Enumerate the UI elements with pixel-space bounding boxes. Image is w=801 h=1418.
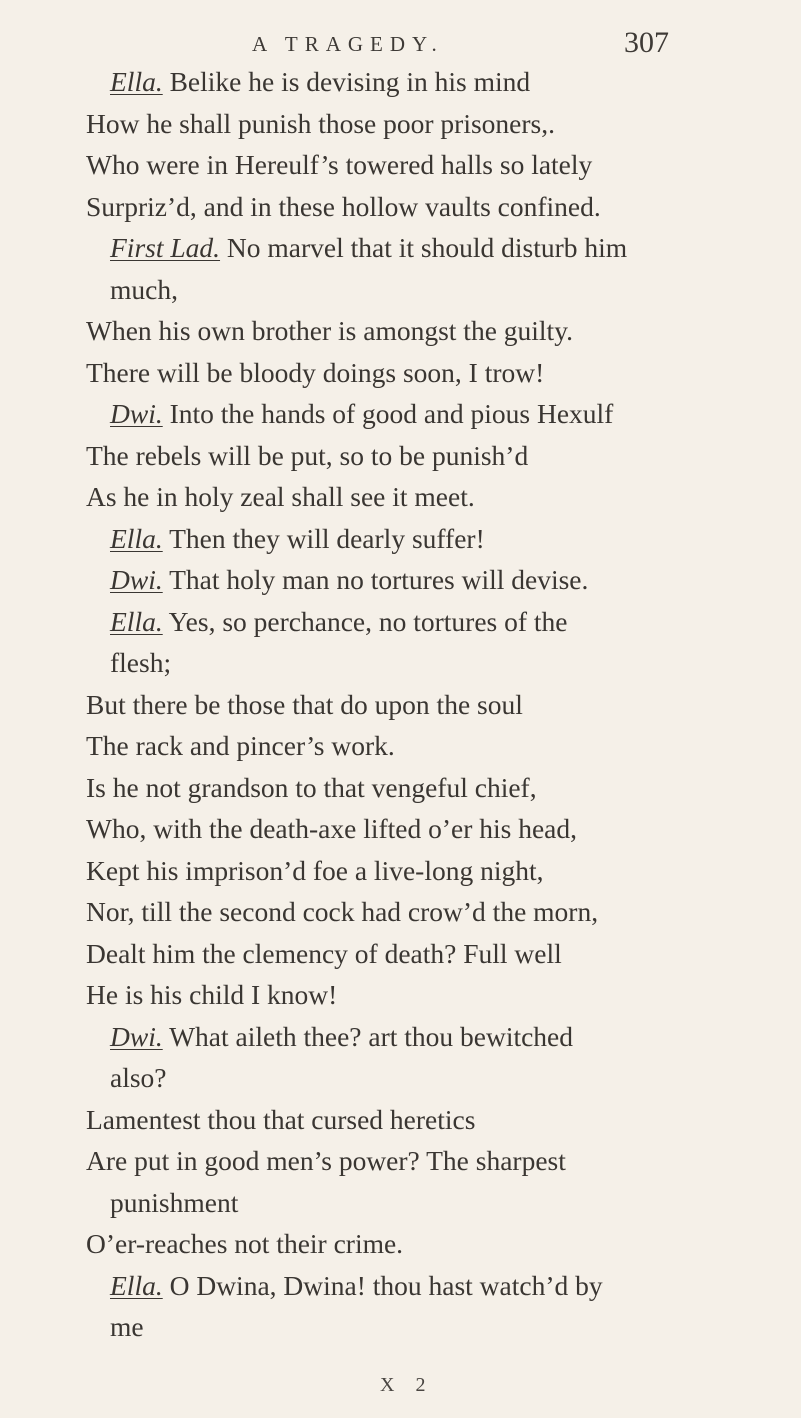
line-text: also? (110, 1062, 167, 1093)
text-line (86, 437, 528, 475)
line-text: He is his child I know! (86, 979, 338, 1010)
line-text: Surpriz’d, and in these hollow vaults confined. (86, 190, 601, 222)
speaker-name: Ella. (110, 66, 163, 97)
text-line (110, 1267, 603, 1305)
text-line (86, 354, 544, 392)
line-text: O Dwina, Dwina! thou hast watch’d by (162, 1269, 603, 1301)
line-text: Into the hands of good and pious Hexulf (162, 398, 614, 429)
text-line (86, 893, 598, 931)
text-line (86, 1225, 403, 1263)
text-line (110, 271, 178, 309)
text-line (110, 1018, 573, 1056)
text-line (86, 146, 592, 184)
line-text: me (110, 1311, 144, 1342)
speaker-name: Ella. (110, 1269, 163, 1301)
line-text: There will be bloody doings soon, I trow! (86, 356, 545, 388)
page-number: 307 (624, 26, 669, 59)
line-text: When his own brother is amongst the guilty. (86, 315, 574, 346)
text-line (110, 395, 613, 433)
line-text: punishment (110, 1186, 239, 1218)
speaker-name: Dwi. (110, 564, 163, 595)
text-line (86, 686, 523, 724)
text-line (110, 1308, 144, 1346)
line-text: Who, with the death-axe lifted o’er his head, (86, 813, 577, 844)
line-text: much, (110, 273, 178, 305)
text-line (110, 1059, 167, 1097)
line-text: Yes, so perchance, no tortures of the (162, 605, 568, 637)
speaker-name: Ella. (110, 605, 163, 637)
text-line (110, 229, 627, 267)
text-line (86, 852, 544, 890)
line-text: O’er-reaches not their crime. (86, 1228, 404, 1259)
line-text: The rack and pincer’s work. (86, 730, 395, 761)
line-text: The rebels will be put, so to be punish’d (86, 439, 529, 471)
speaker-name: Ella. (110, 522, 163, 554)
line-text: Kept his imprison’d foe a live-long night, (86, 854, 544, 886)
text-line (86, 312, 573, 350)
text-line (86, 769, 537, 807)
signature-mark: X 2 (380, 1374, 434, 1396)
text-line (110, 603, 567, 641)
line-text: Is he not grandson to that vengeful chief, (86, 771, 537, 803)
line-text: Who were in Hereulf’s towered halls so lately (86, 149, 593, 180)
line-text: Nor, till the second cock had crow’d the morn, (86, 896, 599, 927)
text-line (110, 1184, 238, 1222)
text-line (86, 935, 562, 973)
text-line (86, 188, 601, 226)
running-head: A TRAGEDY. (252, 32, 444, 56)
text-line (86, 727, 395, 765)
line-text: But there be those that do upon the soul (86, 688, 523, 720)
line-text: Lamentest thou that cursed heretics (86, 1103, 476, 1135)
text-line (110, 520, 485, 558)
line-text: flesh; (110, 647, 172, 678)
speaker-name: Dwi. (110, 398, 163, 429)
text-line (86, 105, 555, 143)
line-text: What aileth thee? art thou bewitched (162, 1020, 574, 1052)
text-line (86, 1101, 475, 1139)
line-text: No marvel that it should disturb him (220, 232, 628, 263)
page-header (0, 22, 801, 62)
speaker-name: First Lad. (110, 232, 221, 263)
speaker-name: Dwi. (110, 1020, 163, 1052)
text-line (110, 644, 171, 682)
text-line (86, 478, 475, 516)
line-text: Belike he is devising in his mind (162, 66, 531, 97)
line-text: That holy man no tortures will devise. (162, 564, 589, 595)
line-text: Then they will dearly suffer! (162, 522, 485, 554)
text-line (110, 63, 530, 101)
line-text: Are put in good men’s power? The sharpest (86, 1145, 566, 1176)
text-line (110, 561, 588, 599)
text-line (86, 976, 337, 1014)
line-text: Dealt him the clemency of death? Full well (86, 937, 562, 969)
line-text: How he shall punish those poor prisoners,. (86, 107, 555, 139)
text-line (86, 1142, 566, 1180)
line-text: As he in holy zeal shall see it meet. (86, 481, 475, 512)
text-line (86, 810, 577, 848)
